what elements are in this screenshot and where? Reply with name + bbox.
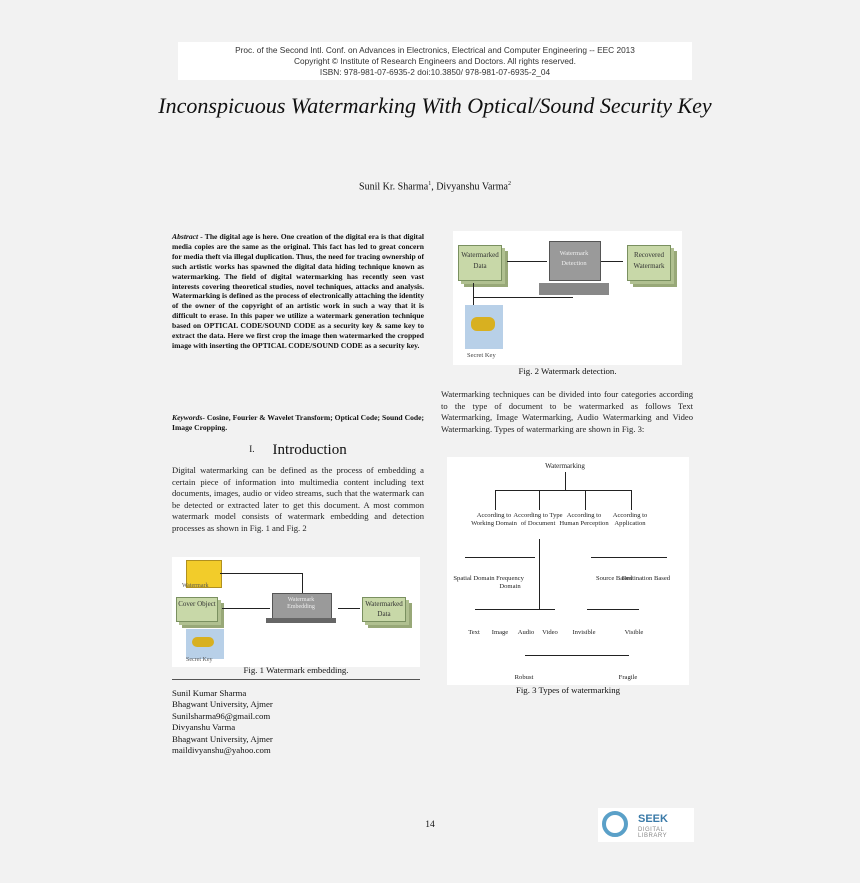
keywords <box>172 413 424 433</box>
fig2-arrow-4 <box>473 297 573 298</box>
section-heading-introduction <box>172 442 424 459</box>
section-number: I. <box>249 444 255 454</box>
tree-human-perception: According to Human Perception <box>559 512 609 527</box>
tree-domain-bar <box>465 557 535 558</box>
tree-l1-drop-2 <box>539 490 540 510</box>
author-contact <box>172 688 424 756</box>
tree-destination: Destination Based <box>621 575 671 582</box>
embedding-label: Watermark Embedding <box>287 597 315 610</box>
proceedings-header <box>178 42 692 80</box>
tree-audio: Audio <box>517 629 535 636</box>
fig2-key-shape-icon <box>471 317 495 331</box>
tree-perc-bar <box>587 609 639 610</box>
fig1-arrow-2 <box>338 608 360 609</box>
tree-doc-stem <box>539 539 540 609</box>
tree-working-domain: According to Working Domain <box>471 512 517 527</box>
secret-key-label: Secret Key <box>186 657 213 663</box>
keywords-label: Keywords- <box>172 413 205 422</box>
fig2-secret-key-label: Secret Key <box>467 352 496 359</box>
section-title: Introduction <box>272 442 347 458</box>
author-sep: , <box>431 181 437 193</box>
tree-type-of-document: According to Type of Document <box>513 512 563 527</box>
tree-doc-bar <box>475 609 555 610</box>
seek-logo-sub: DIGITAL LIBRARY <box>638 827 668 839</box>
tree-l1-bar <box>495 490 631 491</box>
author-2-affil: 2 <box>507 181 511 187</box>
header-line-3: ISBN: 978-981-07-6935-2 doi:10.3850/ 978-981-07-6935-2_04 <box>319 67 551 77</box>
author-1-affil: 1 <box>428 181 432 187</box>
tree-video: Video <box>542 629 558 636</box>
footnote-rule <box>172 679 420 680</box>
fig1-arrow-4 <box>302 573 303 593</box>
seek-logo-icon <box>602 811 628 837</box>
tree-l1-drop-4 <box>631 490 632 510</box>
laptop-base-icon <box>266 618 336 623</box>
tree-text: Text <box>468 629 480 636</box>
header-line-1: Proc. of the Second Intl. Conf. on Advances in Electronics, Electrical and Computer Engineering -- EEC 2013 <box>235 45 635 55</box>
fig2-arrow-1 <box>507 261 547 262</box>
figure-2 <box>453 231 682 365</box>
fig2-secret-key-icon <box>465 305 503 349</box>
header-line-2: Copyright © Institute of Research Engineers and Doctors. All rights reserved. <box>294 56 576 66</box>
tree-root: Watermarking <box>545 462 585 470</box>
contact-line-5: Bhagwant University, Ajmer <box>172 733 273 744</box>
tree-l1-drop-1 <box>495 490 496 510</box>
tree-application: According to Application <box>612 512 648 527</box>
tree-app-bar <box>591 557 667 558</box>
tree-fragile: Fragile <box>618 674 638 681</box>
fig2-arrow-2 <box>601 261 623 262</box>
figure-3 <box>447 457 689 685</box>
tree-image: Image <box>491 629 509 636</box>
abstract <box>172 232 424 351</box>
fig2-laptop-base-icon <box>539 283 609 295</box>
page-number: 14 <box>425 820 435 830</box>
contact-line-3: Sunilsharma96@gmail.com <box>172 710 271 721</box>
contact-line-1: Sunil Kumar Sharma <box>172 688 247 698</box>
figure-3-caption: Fig. 3 Types of watermarking <box>515 685 621 695</box>
contact-line-4: Divyanshu Varma <box>172 722 236 733</box>
intro-paragraph: Digital watermarking can be defined as the process of embedding a certain piece of information into multimedia content including text documents, images, audio or video streams, such that the watermark can be detected or extracted later to get this document. A most common watermark model consists of watermark embedding and detection processes as shown in Fig. 1 and Fig. 2 <box>172 465 424 533</box>
abstract-label: Abstract - <box>172 232 203 241</box>
tree-root-stem <box>565 472 566 490</box>
cover-object-box: Cover Object <box>176 597 218 622</box>
tree-robust: Robust <box>514 674 534 681</box>
secret-key-icon <box>186 629 224 659</box>
seek-logo <box>598 808 694 842</box>
paper-title: Inconspicuous Watermarking With Optical/Sound Security Key <box>158 93 712 118</box>
fig2-watermarked-data-box: Watermarked Data <box>458 245 502 281</box>
tree-visible: Visible <box>624 629 644 636</box>
author-2: Divyanshu Varma <box>436 181 508 193</box>
detection-label: Watermark Detection <box>559 250 589 267</box>
tree-robust-bar <box>525 655 629 656</box>
figure-2-caption: Fig. 2 Watermark detection. <box>518 366 617 376</box>
tree-frequency: Frequency Domain <box>496 575 524 590</box>
recovered-watermark-box: Recovered Watermark <box>627 245 671 281</box>
fig1-arrow-1 <box>222 608 270 609</box>
fig1-arrow-3 <box>220 573 302 574</box>
figure-1-caption: Fig. 1 Watermark embedding. <box>243 665 349 675</box>
contact-line-2: Bhagwant University, Ajmer <box>172 699 273 710</box>
figure-1 <box>172 557 420 667</box>
key-shape-icon <box>192 637 214 647</box>
tree-spatial: Spatial Domain <box>453 575 495 582</box>
keywords-text: Cosine, Fourier & Wavelet Transform; Optical Code; Sound Code; Image Cropping. <box>172 413 424 432</box>
tree-invisible: Invisible <box>572 629 596 636</box>
author-line <box>150 181 720 192</box>
contact-line-6: maildivyanshu@yahoo.com <box>172 745 271 756</box>
author-1: Sunil Kr. Sharma <box>359 181 429 193</box>
tree-source: Source Based <box>595 575 633 582</box>
watermarked-data-box: Watermarked Data <box>362 597 406 622</box>
types-paragraph: Watermarking techniques can be divided into four categories according to the type of document to be watermarked as follows Text Watermarking, Image Watermarking, Audio Watermarking and Video Watermarking. Types of watermarking are shown in Fig. 3: <box>441 389 693 434</box>
watermark-label: Watermark <box>182 583 209 589</box>
abstract-text: The digital age is here. One creation of the digital era is that digital media copies are the same as the original. This fact has led to great concern for media theft via illegal duplication. Thus, the need for tracing ownership of such artistic works has spawned the digital data hiding technique known as watermarking. The field of digital watermarking has recently seen vast interests covering theoretical studies, novel techniques, attacks and analysis. Watermarking is defined as the process of electronically attaching the identity of the owner of the copyright of an artistic work in such a way that it is difficult to erase. In this paper we utilize a watermark generation technique based on OPTICAL CODE/SOUND CODE as a security key & same key to extract the data. Here we first crop the image then watermarked the cropped image with inserting the OPTICAL CODE/SOUND CODE as a security key. <box>172 232 424 350</box>
tree-l1-drop-3 <box>585 490 586 510</box>
seek-logo-name: SEEK <box>638 813 668 825</box>
